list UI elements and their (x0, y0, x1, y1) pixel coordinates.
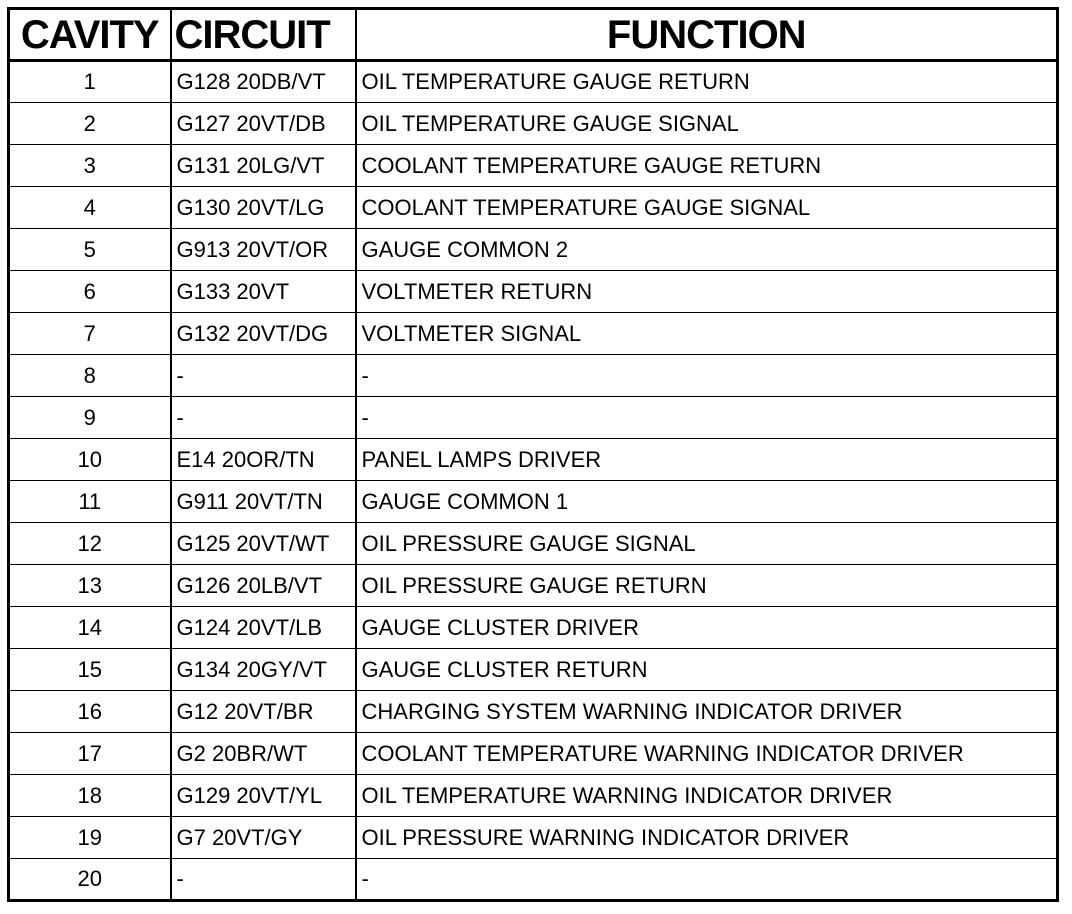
circuit-cell: G913 20VT/OR (171, 229, 356, 271)
function-cell: - (356, 859, 1058, 901)
table-row (9, 607, 1058, 649)
cavity-cell: 7 (9, 313, 171, 355)
cavity-cell: 8 (9, 355, 171, 397)
circuit-cell: - (171, 355, 356, 397)
table-row (9, 565, 1058, 607)
circuit-cell: E14 20OR/TN (171, 439, 356, 481)
cavity-cell: 20 (9, 859, 171, 901)
cavity-cell: 3 (9, 145, 171, 187)
table-row (9, 859, 1058, 901)
table-row (9, 817, 1058, 859)
function-cell: OIL PRESSURE WARNING INDICATOR DRIVER (356, 817, 1058, 859)
cavity-cell: 9 (9, 397, 171, 439)
header-row (9, 9, 1058, 61)
table-row (9, 733, 1058, 775)
circuit-cell: G132 20VT/DG (171, 313, 356, 355)
cavity-cell: 19 (9, 817, 171, 859)
cavity-cell: 14 (9, 607, 171, 649)
function-cell: COOLANT TEMPERATURE WARNING INDICATOR DRIVER (356, 733, 1058, 775)
cavity-cell: 4 (9, 187, 171, 229)
circuit-cell: - (171, 859, 356, 901)
circuit-cell: - (171, 397, 356, 439)
function-cell: CHARGING SYSTEM WARNING INDICATOR DRIVER (356, 691, 1058, 733)
cavity-cell: 1 (9, 61, 171, 103)
function-cell: COOLANT TEMPERATURE GAUGE RETURN (356, 145, 1058, 187)
table-row (9, 229, 1058, 271)
table-row (9, 481, 1058, 523)
cavity-cell: 10 (9, 439, 171, 481)
circuit-cell: G911 20VT/TN (171, 481, 356, 523)
function-cell: - (356, 355, 1058, 397)
table-row (9, 271, 1058, 313)
circuit-cell: G134 20GY/VT (171, 649, 356, 691)
circuit-cell: G12 20VT/BR (171, 691, 356, 733)
connector-pinout-table (7, 7, 1059, 902)
table-row (9, 61, 1058, 103)
cavity-cell: 5 (9, 229, 171, 271)
cavity-cell: 2 (9, 103, 171, 145)
cavity-cell: 13 (9, 565, 171, 607)
circuit-cell: G127 20VT/DB (171, 103, 356, 145)
function-cell: OIL PRESSURE GAUGE RETURN (356, 565, 1058, 607)
cavity-cell: 17 (9, 733, 171, 775)
header-function: FUNCTION (356, 9, 1058, 61)
cavity-cell: 6 (9, 271, 171, 313)
function-cell: GAUGE COMMON 2 (356, 229, 1058, 271)
circuit-cell: G125 20VT/WT (171, 523, 356, 565)
table-row (9, 439, 1058, 481)
function-cell: OIL TEMPERATURE GAUGE RETURN (356, 61, 1058, 103)
function-cell: PANEL LAMPS DRIVER (356, 439, 1058, 481)
function-cell: VOLTMETER SIGNAL (356, 313, 1058, 355)
circuit-cell: G124 20VT/LB (171, 607, 356, 649)
function-cell: OIL TEMPERATURE GAUGE SIGNAL (356, 103, 1058, 145)
table-row (9, 649, 1058, 691)
function-cell: GAUGE COMMON 1 (356, 481, 1058, 523)
table-row (9, 187, 1058, 229)
cavity-cell: 11 (9, 481, 171, 523)
table-row (9, 523, 1058, 565)
circuit-cell: G128 20DB/VT (171, 61, 356, 103)
function-cell: OIL TEMPERATURE WARNING INDICATOR DRIVER (356, 775, 1058, 817)
circuit-cell: G126 20LB/VT (171, 565, 356, 607)
function-cell: VOLTMETER RETURN (356, 271, 1058, 313)
table-row (9, 691, 1058, 733)
table-row (9, 355, 1058, 397)
table-row (9, 103, 1058, 145)
cavity-cell: 12 (9, 523, 171, 565)
header-cavity: CAVITY (9, 9, 171, 61)
cavity-cell: 18 (9, 775, 171, 817)
table-row (9, 313, 1058, 355)
circuit-cell: G2 20BR/WT (171, 733, 356, 775)
circuit-cell: G133 20VT (171, 271, 356, 313)
table-row (9, 145, 1058, 187)
cavity-cell: 16 (9, 691, 171, 733)
circuit-cell: G130 20VT/LG (171, 187, 356, 229)
function-cell: GAUGE CLUSTER DRIVER (356, 607, 1058, 649)
circuit-cell: G131 20LG/VT (171, 145, 356, 187)
table-row (9, 775, 1058, 817)
function-cell: COOLANT TEMPERATURE GAUGE SIGNAL (356, 187, 1058, 229)
circuit-cell: G7 20VT/GY (171, 817, 356, 859)
header-circuit: CIRCUIT (171, 9, 356, 61)
table-row (9, 397, 1058, 439)
table-body (9, 61, 1058, 901)
cavity-cell: 15 (9, 649, 171, 691)
function-cell: GAUGE CLUSTER RETURN (356, 649, 1058, 691)
function-cell: - (356, 397, 1058, 439)
circuit-cell: G129 20VT/YL (171, 775, 356, 817)
function-cell: OIL PRESSURE GAUGE SIGNAL (356, 523, 1058, 565)
